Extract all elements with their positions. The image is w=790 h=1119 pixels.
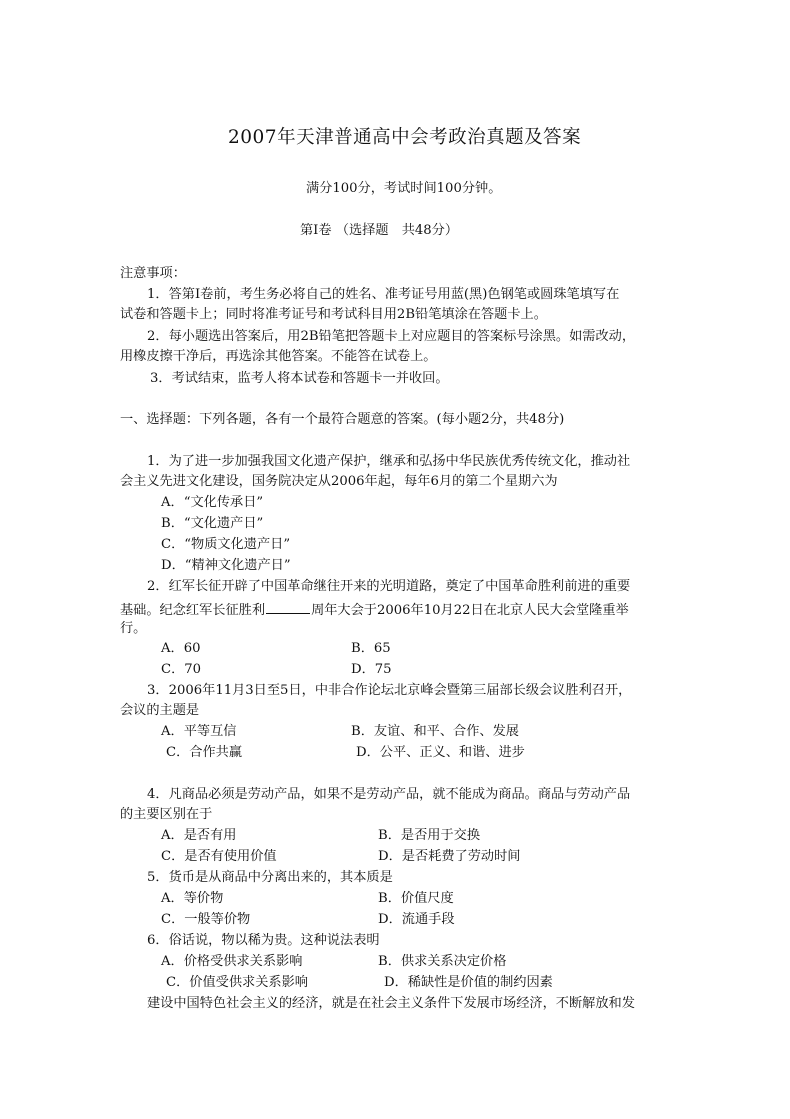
notes-line: 2．每小题选出答案后，用2B铅笔把答题卡上对应题目的答案标号涂黑。如需改动， xyxy=(147,329,636,344)
question-1-option-d: D．“精神文化遗产日” xyxy=(161,558,291,573)
question-3-option-b: B．友谊、和平、合作、发展 xyxy=(351,724,519,739)
question-4-option-a: A．是否有用 xyxy=(161,828,237,843)
passage-text: 建设中国特色社会主义的经济，就是在社会主义条件下发展市场经济，不断解放和发 xyxy=(147,996,635,1011)
question-2-text: 2．红军长征开辟了中国革命继往开来的光明道路，奠定了中国革命胜利前进的重要 xyxy=(147,579,631,594)
question-5-option-c: C．一般等价物 xyxy=(161,912,251,927)
question-6-text: 6．俗话说，物以稀为贵。这种说法表明 xyxy=(147,933,380,948)
notes-line: 试卷和答题卡上；同时将准考证号和考试科目用2B铅笔填涂在答题卡上。 xyxy=(120,307,547,322)
question-6-option-d: D．稀缺性是价值的制约因素 xyxy=(384,975,553,990)
question-1-option-c: C．“物质文化遗产日” xyxy=(161,537,291,552)
question-2-option-a: A．60 xyxy=(161,641,201,656)
question-2-option-b: B．65 xyxy=(351,641,391,656)
question-2-option-c: C．70 xyxy=(161,662,202,677)
question-3-option-d: D．公平、正义、和谐、进步 xyxy=(356,745,525,760)
notes-line: 3．考试结束，监考人将本试卷和答题卡一并收回。 xyxy=(150,371,449,386)
question-4-text: 的主要区别在于 xyxy=(120,807,213,822)
question-4-option-d: D．是否耗费了劳动时间 xyxy=(378,849,521,864)
question-1-text: 1．为了进一步加强我国文化遗产保护，继承和弘扬中华民族优秀传统文化，推动社 xyxy=(147,454,631,469)
question-5-option-d: D．流通手段 xyxy=(378,912,455,927)
question-1-text: 会主义先进文化建设，国务院决定从2006年起，每年6月的第二个星期六为 xyxy=(120,474,558,489)
notes-heading: 注意事项： xyxy=(120,266,186,281)
question-3-option-a: A．平等互信 xyxy=(161,724,237,739)
question-2-text-after-blank: 周年大会于2006年10月22日在北京人民大会堂隆重举 xyxy=(311,603,629,618)
question-5-option-a: A．等价物 xyxy=(161,891,224,906)
question-5-text: 5．货币是从商品中分离出来的，其本质是 xyxy=(147,870,393,885)
answer-blank xyxy=(266,598,310,614)
question-6-option-c: C．价值受供求关系影响 xyxy=(166,975,308,990)
page-title: 2007年天津普通高中会考政治真题及答案 xyxy=(228,127,582,148)
notes-line: 1．答第Ⅰ卷前，考生务必将自己的姓名、准考证号用蓝(黑)色钢笔或圆珠笔填写在 xyxy=(147,287,620,302)
question-3-text: 会议的主题是 xyxy=(120,703,200,718)
question-4-text: 4．凡商品必须是劳动产品，如果不是劳动产品，就不能成为商品。商品与劳动产品 xyxy=(147,787,631,802)
exam-subtitle: 满分100分，考试时间100分钟。 xyxy=(306,181,502,196)
section-heading: 第Ⅰ卷 （选择题 共48分） xyxy=(300,223,459,238)
question-2-text-before-blank: 基础。纪念红军长征胜利 xyxy=(120,603,266,618)
question-1-option-a: A．“文化传承日” xyxy=(161,495,264,510)
question-6-option-b: B．供求关系决定价格 xyxy=(378,954,507,969)
question-5-option-b: B．价值尺度 xyxy=(378,891,454,906)
notes-line: 用橡皮擦干净后，再选涂其他答案。不能答在试卷上。 xyxy=(120,349,437,364)
question-3-text: 3．2006年11月3日至5日，中非合作论坛北京峰会暨第三届部长级会议胜利召开， xyxy=(147,683,632,698)
question-4-option-b: B．是否用于交换 xyxy=(378,828,481,843)
question-2-text xyxy=(120,598,629,622)
question-3-option-c: C．合作共赢 xyxy=(166,745,243,760)
question-2-text: 行。 xyxy=(120,621,147,636)
part-heading: 一、选择题：下列各题，各有一个最符合题意的答案。(每小题2分，共48分) xyxy=(120,412,565,427)
question-4-option-c: C．是否有使用价值 xyxy=(161,849,277,864)
question-1-option-b: B．“文化遗产日” xyxy=(161,516,264,531)
question-2-option-d: D．75 xyxy=(351,662,392,677)
question-6-option-a: A．价格受供求关系影响 xyxy=(161,954,303,969)
